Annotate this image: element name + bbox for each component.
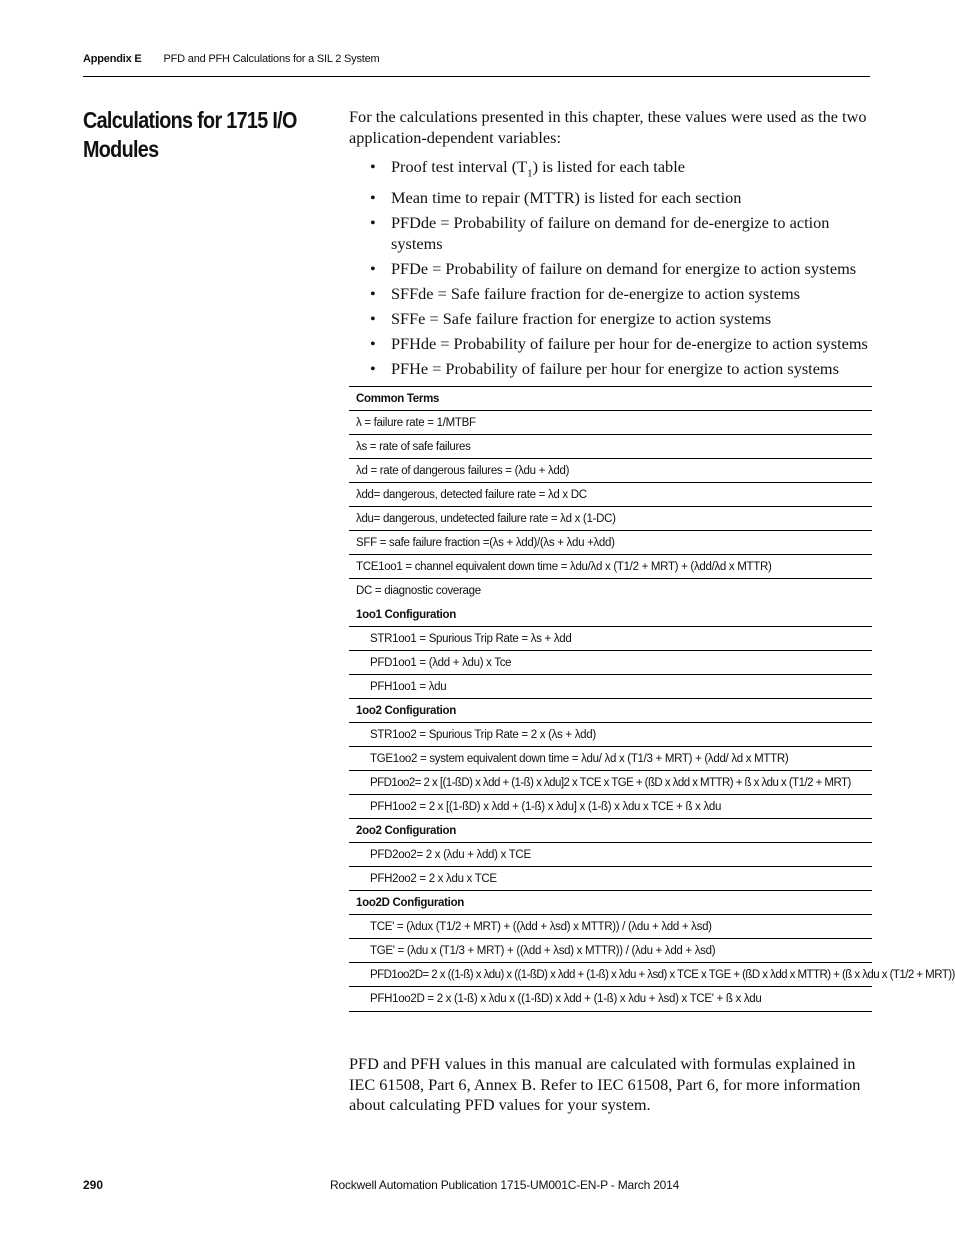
intro-paragraph: For the calculations presented in this chapter, these values were used as the two application-dependent variables: [349,107,867,147]
bullet-pfde: • PFDe = Probability of failure on demand for energize to action systems [370,259,870,280]
formula-row: PFH1oo2 = 2 x [(1-ßD) x λdd + (1-ß) x λdu] x (1-ß) x λdu x TCE + ß x λdu [349,795,872,819]
term-row: λdd= dangerous, detected failure rate = λd x DC [349,483,872,507]
publication-info: Rockwell Automation Publication 1715-UM001C-EN-P - March 2014 [330,1178,680,1192]
variable-list [370,157,870,384]
formula-row: PFH1oo2D = 2 x (1-ß) x λdu x ((1-ßD) x λdd + (1-ß) x λdu + λsd) x TCE' + ß x λdu [370,993,762,1005]
term-row: λs = rate of safe failures [349,435,872,459]
bullet-sffe: • SFFe = Safe failure fraction for energize to action systems [370,309,870,330]
config-section-title: 1oo2D Configuration [349,891,872,915]
chapter-title: PFD and PFH Calculations for a SIL 2 System [163,53,380,65]
formula-row: PFD1oo2= 2 x [(1-ßD) x λdd + (1-ß) x λdu]2 x TCE x TGE + (ßD x λdd x MTTR) + ß x λdu x (T1/2 + MRT) [349,771,872,795]
bullet-pfdde: • PFDde = Probability of failure on demand for de-energize to action systems [370,213,870,254]
config-section-title: 1oo2 Configuration [349,699,872,723]
header-rule [83,76,870,77]
bullet-mttr: • Mean time to repair (MTTR) is listed for each section [370,188,870,209]
formula-row: PFH1oo1 = λdu [349,675,872,699]
formula-row: PFD2oo2= 2 x (λdu + λdd) x TCE [349,843,872,867]
term-row: λdu= dangerous, undetected failure rate = λd x (1-DC) [349,507,872,531]
term-row: λ = failure rate = 1/MTBF [349,411,872,435]
term-row: SFF = safe failure fraction =(λs + λdd)/(λs + λdu +λdd) [349,531,872,555]
common-terms-table [349,386,955,1012]
section-title: Calculations for 1715 I/O Modules [83,107,297,162]
common-terms-rows [349,411,872,603]
running-header [83,53,380,65]
term-row: λd = rate of dangerous failures = (λdu + λdd) [349,459,872,483]
config-section-title: 2oo2 Configuration [349,819,872,843]
formula-row: STR1oo2 = Spurious Trip Rate = 2 x (λs + λdd) [349,723,872,747]
bullet-pfhe: • PFHe = Probability of failure per hour for energize to action systems [370,359,870,380]
page-number: 290 [83,1178,104,1192]
table-heading: Common Terms [349,387,872,411]
closing-paragraph: PFD and PFH values in this manual are calculated with formulas explained in IEC 61508, Part 6, Annex B. Refer to IEC 61508, Part 6, for more information about calculating PFD values for your system. [349,1054,861,1114]
formula-row: TGE' = (λdu x (T1/3 + MRT) + ((λdd + λsd) x MTTR)) / (λdu + λdd + λsd) [349,939,872,963]
bullet-pfhde: • PFHde = Probability of failure per hour for de-energize to action systems [370,334,870,355]
formula-row: TCE' = (λdux (T1/2 + MRT) + ((λdd + λsd) x MTTR)) / (λdu + λdd + λsd) [349,915,872,939]
formula-row: PFD1oo2D= 2 x ((1-ß) x λdu) x ((1-ßD) x λdd + (1-ß) x λdu + λsd) x TCE x TGE + (ßD x λdd x MTTR) + (ß x λdu x (T1/2 + MRT)) [349,963,872,987]
config-section-title: 1oo1 Configuration [349,603,872,627]
term-row: DC = diagnostic coverage [356,585,481,597]
bullet-proof-test: • Proof test interval $(T_1)$ is listed for each table [370,157,870,184]
appendix-label: Appendix E [83,53,142,65]
formula-row: STR1oo1 = Spurious Trip Rate = λs + λdd [349,627,872,651]
bullet-sffde: • SFFde = Safe failure fraction for de-energize to action systems [370,284,870,305]
configuration-sections [349,603,955,1011]
formula-row: PFD1oo1 = (λdd + λdu) x Tce [349,651,872,675]
term-row: TCE1oo1 = channel equivalent down time = λdu/λd x (T1/2 + MRT) + (λdd/λd x MTTR) [349,555,872,579]
formula-row: TGE1oo2 = system equivalent down time = λdu/ λd x (T1/3 + MRT) + (λdd/ λd x MTTR) [349,747,872,771]
formula-row: PFH2oo2 = 2 x λdu x TCE [349,867,872,891]
